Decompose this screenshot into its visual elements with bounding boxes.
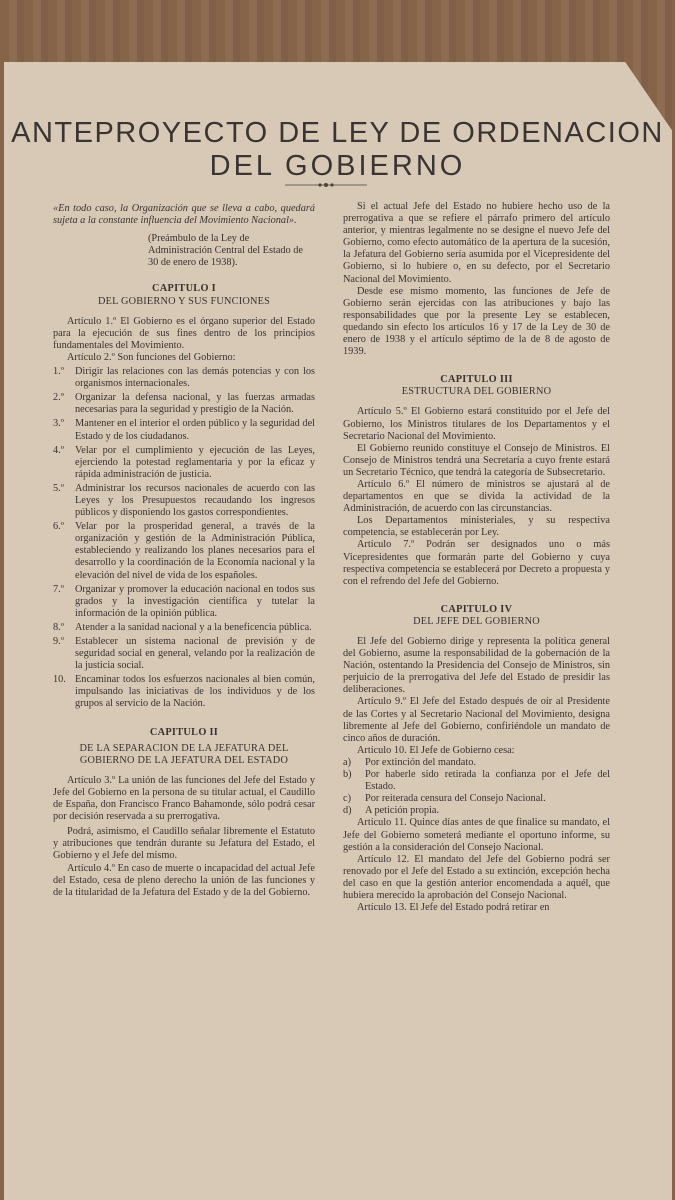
list-item: 3.º Mantener en el interior el orden público y la seguridad del Estado y de los ciudadanos.	[53, 418, 315, 442]
list-item: 9.º Establecer un sistema nacional de previsión y de seguridad social en general, velando por la realización de la justicia social.	[53, 636, 315, 672]
document-title-line2: DEL GOBIERNO	[209, 150, 466, 182]
list-item: 1.º Dirigir las relaciones con las demás potencias y con los organismos internacionales.	[53, 366, 315, 390]
article-9: Artículo 9.º El Jefe del Estado después de oír al Presidente de las Cortes y al Secretario Nacional del Movimiento, designa libremente al Jefe del Gobierno, confiriéndole un mandato de cinco años de duración.	[343, 696, 610, 744]
title-ornament	[285, 181, 367, 189]
cessation-list	[343, 757, 610, 817]
article-1: Artículo 1.º El Gobierno es el órgano superior del Estado para la ejecución de sus fines dentro de los principios fundamentales del Movimiento.	[53, 315, 315, 351]
article-6: Artículo 6.º El número de ministros se ajustará al de departamentos en que se divida la actividad de la Administración, de acuerdo con las circunstancias.	[343, 478, 610, 515]
left-column	[53, 203, 315, 899]
list-item: c) Por reiterada censura del Consejo Nacional.	[343, 793, 546, 805]
chapter-2-subtitle: DE LA SEPARACION DE LA JEFATURA DEL GOBIERNO DE LA JEFATURA DEL ESTADO	[79, 742, 289, 766]
chapter-3-heading: CAPITULO III	[440, 374, 513, 386]
list-item: 8.º Atender a la sanidad nacional y a la beneficencia pública.	[53, 621, 312, 633]
list-item: b) Por haberle sido retirada la confianza por el Jefe del Estado.	[343, 769, 610, 793]
chapter-4-subtitle: DEL JEFE DEL GOBIERNO	[413, 615, 540, 627]
functions-list	[53, 366, 315, 711]
article-3-paragraph-2: Podrá, asimismo, el Caudillo señalar libremente el Estatuto y atribuciones que tendrán durante su Jefatura del Estado, el Gobierno y el Jefe del mismo.	[53, 826, 315, 862]
list-item: 6.º Velar por la prosperidad general, a través de la organización y gestión de la Administración Pública, estableciendo y realizando los planes necesarios para el desarrollo y la coordinación de la Economía nacional y la elevación del nivel de vida de los españoles.	[53, 521, 315, 581]
list-item: 4.º Velar por el cumplimiento y ejecución de las Leyes, ejerciendo la potestad reglamentaria y por la eficaz y rápida administración de justicia.	[53, 444, 315, 480]
epigraph: «En todo caso, la Organización que se lleva a cabo, quedará sujeta a la constante influencia del Movimiento Nacional».	[53, 203, 315, 227]
list-item: 2.º Organizar la defensa nacional, y las fuerzas armadas necesarias para la seguridad y prestigio de la Nación.	[53, 392, 315, 416]
chapter-3-subtitle: ESTRUCTURA DEL GOBIERNO	[401, 386, 552, 398]
article-4: Artículo 4.º En caso de muerte o incapacidad del actual Jefe del Estado, cesa de pleno derecho la unión de las funciones y de la titularidad de la Jefatura del Estado y de la del Gobierno.	[53, 862, 315, 898]
chapter-1-subtitle: DEL GOBIERNO Y SUS FUNCIONES	[97, 295, 271, 307]
article-4-continued: Si el actual Jefe del Estado no hubiere hecho uso de la prerrogativa a que se refiere el párrafo primero del artículo anterior, y mientras legalmente no se designe el nuevo Jefe del Gobierno, como efecto automático de la apertura de la sucesión, la Jefatura del Gobierno sería asumida por el Vicepresidente del Gobierno, si lo hubiere o, en su defecto, por el Secretario Nacional del Movimiento.	[343, 201, 610, 285]
article-13: Artículo 13. El Jefe del Estado podrá retirar en	[357, 902, 550, 914]
article-8: El Jefe del Gobierno dirige y representa la política general del Gobierno, asume la responsabilidad de la gobernación de la Nación, ostentando la Presidencia del Consejo de Ministros, sin perjuicio de la prerrogativa del Jefe del Estado de presidir las deliberaciones.	[343, 636, 610, 696]
article-10: Artículo 10. El Jefe de Gobierno cesa:	[357, 744, 515, 756]
article-7: Artículo 7.º Podrán ser designados uno o más Vicepresidentes que formarán parte del Gobierno y cuya respectiva competencia se establecerá por Decreto a propuesta y con el refrendo del Jefe del Gobierno.	[343, 539, 610, 587]
article-11: Artículo 11. Quince días antes de que finalice su mandato, el Jefe del Gobierno someterá mediante el oportuno informe, su gestión a la consideración del Consejo Nacional.	[343, 817, 610, 853]
chapter-4-heading: CAPITULO IV	[440, 603, 513, 615]
list-item: a) Por extinción del mandato.	[343, 756, 476, 768]
article-5: Artículo 5.º El Gobierno estará constituido por el Jefe del Gobierno, los Ministros titulares de los Departamentos y el Secretario Nacional del Movimiento.	[343, 406, 610, 442]
document-title-line1: ANTEPROYECTO DE LEY DE ORDENACION	[11, 117, 664, 149]
article-6-paragraph-2: Los Departamentos ministeriales, y su respectiva competencia, se establecerán por Ley.	[343, 515, 610, 539]
list-item: 10. Encaminar todos los esfuerzos nacionales al bien común, impulsando las iniciativas de los individuos y de los grupos al servicio de la Nación.	[53, 674, 315, 710]
article-5-paragraph-2: El Gobierno reunido constituye el Consejo de Ministros. El Consejo de Ministros tendrá una Secretaría a cuyo frente estará un Secretario Técnico, que tendrá la categoría de Subsecretario.	[343, 442, 610, 478]
article-3: Artículo 3.º La unión de las funciones del Jefe del Estado y Jefe del Gobierno en la persona de su titular actual, el Caudillo de España, don Francisco Franco Bahamonde, sólo podrá cesar por decisión reservada a su prerrogativa.	[53, 774, 315, 823]
chapter-1-heading: CAPITULO I	[152, 283, 216, 295]
list-item: 7.º Organizar y promover la educación nacional en todos sus grados y la investigación científica y tutelar la información de la opinión pública.	[53, 583, 315, 619]
list-item: 5.º Administrar los recursos nacionales de acuerdo con las Leyes y los Presupuestos recaudando los ingresos públicos y disponiendo los gastos correspondientes.	[53, 482, 315, 519]
epigraph-source: (Preámbulo de la Ley de Administración Central del Estado de 30 de enero de 1938).	[148, 233, 303, 269]
chapter-2-heading: CAPITULO II	[149, 726, 219, 738]
article-2: Artículo 2.º Son funciones del Gobierno:	[67, 351, 236, 363]
article-12: Artículo 12. El mandato del Jefe del Gobierno podrá ser renovado por el Jefe del Estado a su extinción, excepción hecha del caso en que la gestión anterior encomendada a aquél, que hubiera merecido la aprobación del Consejo Nacional.	[343, 853, 610, 901]
article-4-paragraph-3: Desde ese mismo momento, las funciones de Jefe de Gobierno serán ejercidas con las atribuciones y bajo las responsabilidades que por la presente Ley se establecen, quedando sin efecto los artículos 16 y 17 de la Ley de 30 de enero de 1938 y el artículo séptimo de la de 8 de agosto de 1939.	[343, 285, 610, 358]
list-item: d) A petición propia.	[343, 805, 440, 817]
right-column	[343, 201, 610, 914]
